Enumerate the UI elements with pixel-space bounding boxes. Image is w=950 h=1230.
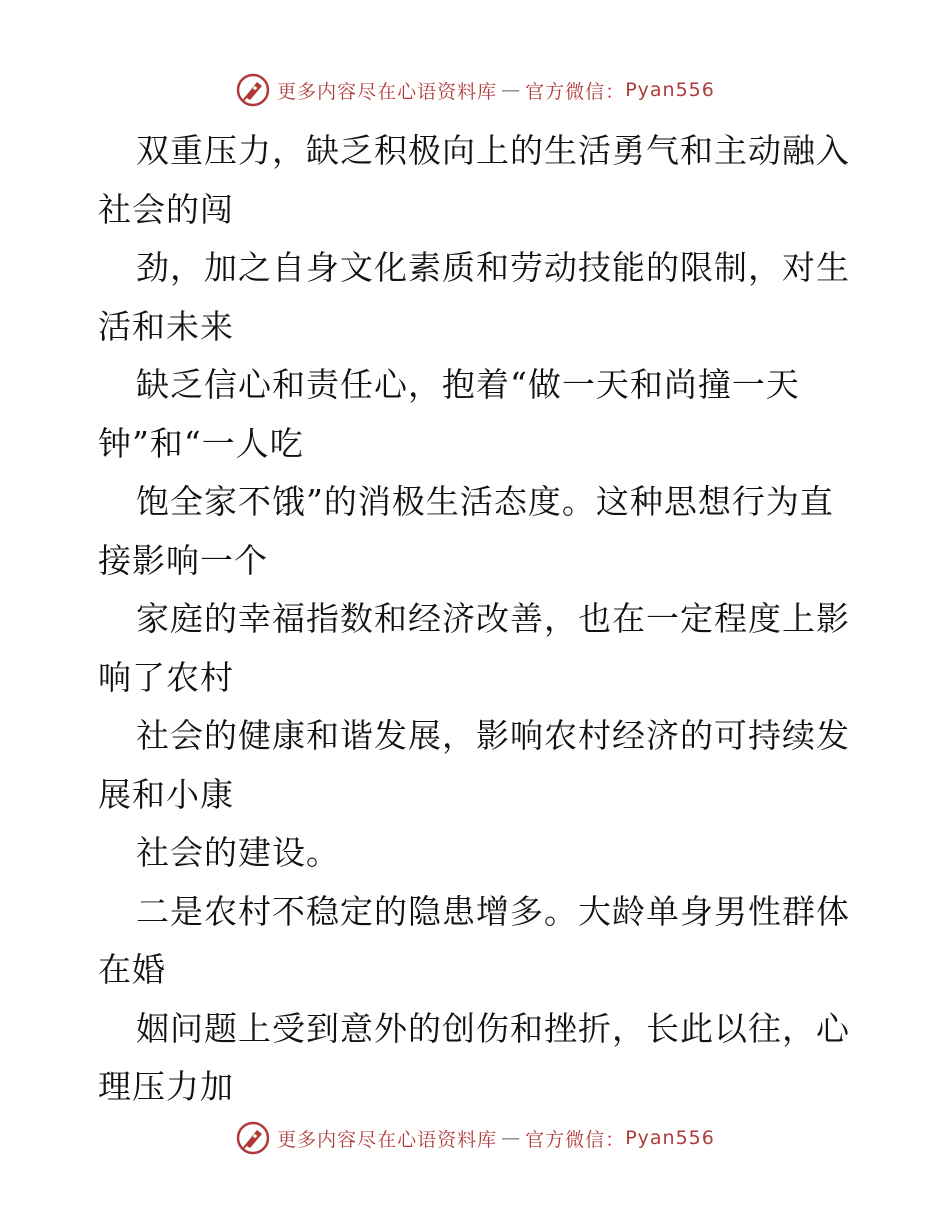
text-line: 活和未来 [98, 306, 234, 346]
text-line: 接影响一个 [98, 540, 268, 580]
text-line: 钟”和“一人吃 [98, 423, 304, 463]
text-line: 双重压力，缺乏积极向上的生活勇气和主动融入 [136, 131, 850, 170]
text-line: 社会的闯 [98, 189, 234, 229]
text-line: 二是农村不稳定的隐患增多。大龄单身男性群体 [136, 891, 850, 931]
banner-wechat-label: 官方微信： [525, 80, 626, 103]
text-line: 姻问题上受到意外的创伤和挫折，长此以往，心 [136, 1008, 850, 1048]
document-body [98, 122, 858, 1117]
banner-wechat-label: 官方微信： [525, 1128, 626, 1151]
text-line: 在婚 [98, 950, 166, 989]
text-line: 家庭的幸福指数和经济改善，也在一定程度上影 [136, 599, 850, 638]
footer-banner [0, 1118, 950, 1158]
text-line: 响了农村 [98, 657, 234, 697]
text-line: 劲，加之自身文化素质和劳动技能的限制，对生 [136, 248, 850, 287]
text-line: 理压力加 [98, 1067, 234, 1106]
banner-separator: — [501, 79, 522, 101]
banner-text: 更多内容尽在心语资料库 [277, 1128, 498, 1151]
header-banner [0, 70, 950, 110]
banner-wechat-account: Pyan556 [625, 1127, 715, 1149]
text-line: 缺乏信心和责任心，抱着“做一天和尚撞一天 [136, 365, 800, 404]
pen-nib-logo-icon [235, 1120, 271, 1156]
text-line: 展和小康 [98, 774, 234, 814]
banner-text: 更多内容尽在心语资料库 [277, 80, 498, 103]
text-line: 社会的健康和谐发展，影响农村经济的可持续发 [136, 716, 850, 755]
text-line: 饱全家不饿”的消极生活态度。这种思想行为直 [136, 482, 834, 521]
text-line: 社会的建设。 [136, 833, 340, 872]
banner-wechat-account: Pyan556 [625, 79, 715, 101]
banner-separator: — [501, 1127, 522, 1149]
pen-nib-logo-icon [235, 72, 271, 108]
